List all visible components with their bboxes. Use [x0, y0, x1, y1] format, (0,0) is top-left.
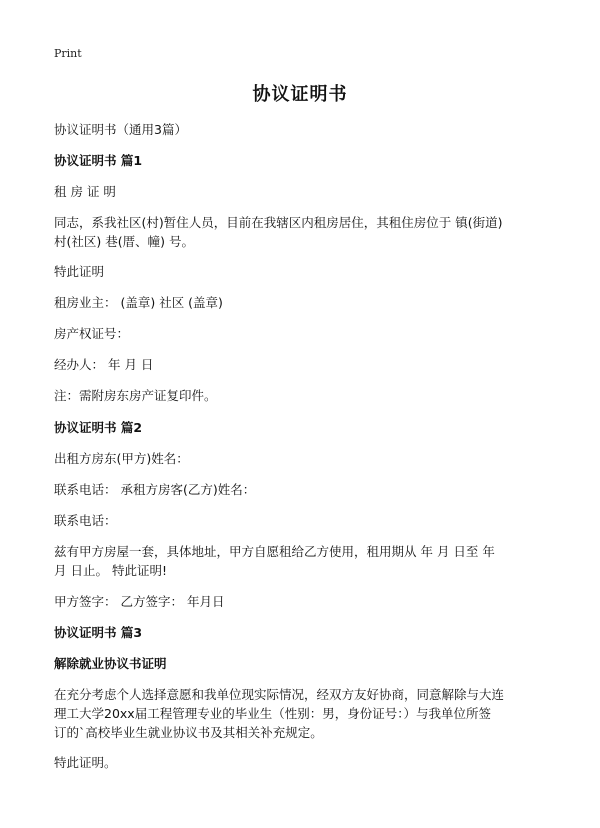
section2-signatures: 甲方签字： 乙方签字： 年月日 — [54, 594, 225, 609]
section1-body-line1: 同志，系我社区(村)暂住人员，目前在我辖区内租房居住，其租住房位于 镇(街道) — [54, 215, 503, 230]
section3-subheading: 解除就业协议书证明 — [54, 656, 167, 671]
section2-heading: 协议证明书 篇2 — [54, 420, 143, 435]
section2-phone-lessee: 联系电话： 承租方房客(乙方)姓名： — [54, 482, 256, 497]
section1-landlord: 租房业主： (盖章) 社区 (盖章) — [54, 295, 223, 310]
document-title: 协议证明书 — [252, 84, 348, 105]
section3-body-line3: 订的`高校毕业生就业协议书及其相关补充规定。 — [54, 725, 323, 740]
section2-phone: 联系电话： — [54, 513, 117, 528]
section1-special: 特此证明 — [54, 264, 105, 279]
section1-body-line2: 村(社区) 巷(厝、幢) 号。 — [54, 234, 194, 249]
section1-note: 注：需附房东房产证复印件。 — [54, 388, 217, 403]
section1-doc-title: 租 房 证 明 — [54, 184, 116, 199]
section1-property-cert: 房产权证号： — [54, 326, 130, 341]
document-subtitle: 协议证明书（通用3篇） — [54, 122, 187, 137]
section2-body-line2: 月 日止。 特此证明! — [54, 563, 167, 578]
print-label: Print — [54, 47, 82, 60]
section2-body-line1: 兹有甲方房屋一套，具体地址，甲方自愿租给乙方使用，租用期从 年 月 日至 年 — [54, 544, 495, 559]
section1-heading: 协议证明书 篇1 — [54, 153, 143, 168]
section3-heading: 协议证明书 篇3 — [54, 625, 143, 640]
section3-special: 特此证明。 — [54, 755, 117, 770]
section1-handler: 经办人： 年 月 日 — [54, 357, 154, 372]
section2-lessor-name: 出租方房东(甲方)姓名： — [54, 451, 189, 466]
section3-body-line2: 理工大学20xx届工程管理专业的毕业生（性别：男，身份证号：）与我单位所签 — [54, 706, 491, 721]
section3-body-line1: 在充分考虑个人选择意愿和我单位现实际情况，经双方友好协商，同意解除与大连 — [54, 687, 505, 702]
